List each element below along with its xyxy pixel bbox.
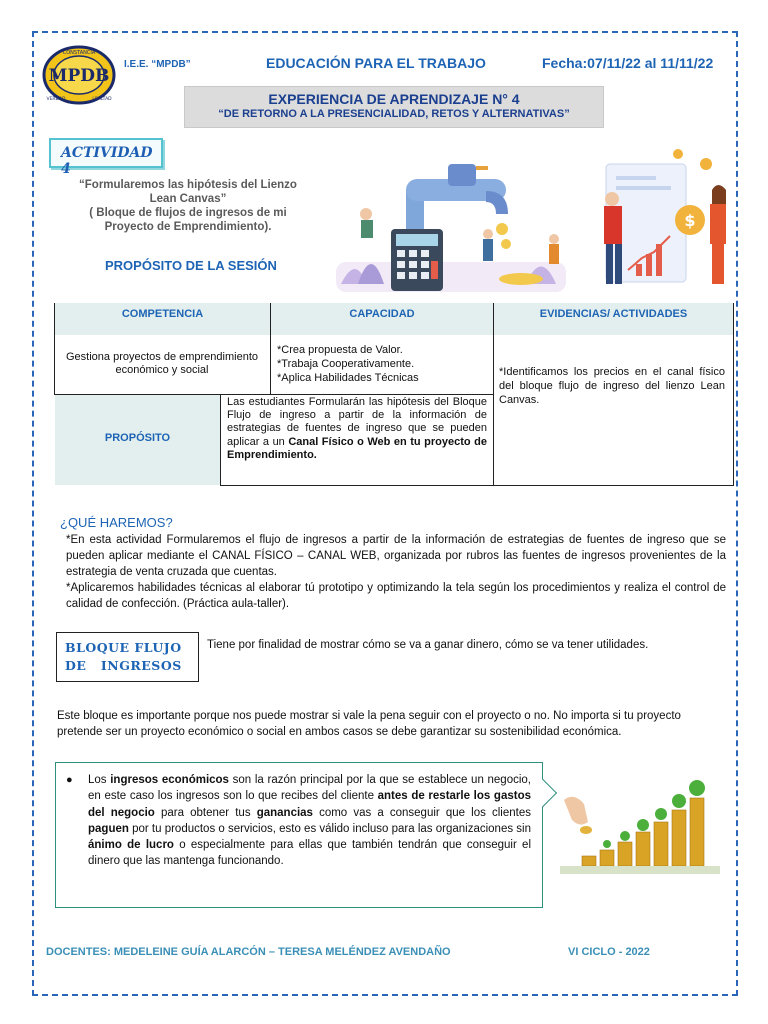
importance-paragraph: Este bloque es importante porque nos puede mostrar si vale la pena seguir con el proyecto o no. No importa si tu proyecto pretende ser un proyecto económico o social en ambos casos se debe garantizar su sostenibilidad económica. (57, 710, 681, 738)
que-haremos-paragraph: *Aplicaremos habilidades técnicas al elaborar tú prototipo y optimizando la tela según los procedimientos y realiza el control de calidad de confección. (Práctica aula-taller). (66, 582, 726, 610)
que-haremos-body (66, 532, 726, 612)
table-header-evidencias: EVIDENCIAS/ ACTIVIDADES (494, 303, 733, 335)
logo-monogram: MPDB (48, 66, 110, 86)
experience-title: EXPERIENCIA DE APRENDIZAJE N° 4 (268, 91, 520, 107)
footer-teachers: DOCENTES: MEDELEINE GUÍA ALARCÓN – TERESA MELÉNDEZ AVENDAÑO (46, 946, 451, 958)
evidencias-cell: *Identificamos los precios en el canal físico del bloque flujo de ingreso del lienzo Lean Canvas. (499, 366, 725, 406)
table-border (733, 303, 734, 486)
capacidad-item: *Trabaja Cooperativamente. (277, 358, 415, 370)
text-run: como vas a conseguir que los clientes (312, 806, 531, 819)
bold-run: ingresos económicos (110, 774, 229, 786)
text-run: son la razón principal por la que se establece un negocio, en este caso los ingresos son lo que recibes del cliente (88, 774, 531, 803)
capacidad-cell (277, 343, 489, 385)
activity-line: Proyecto de Emprendimiento). (104, 221, 272, 233)
table-border (220, 485, 734, 486)
bloque-flujo-box (56, 632, 199, 682)
experience-banner (184, 86, 604, 128)
bold-run: paguen (88, 822, 129, 835)
capacidad-item: *Aplica Habilidades Técnicas (277, 372, 419, 384)
logo-ring-top: CONSTANCIA (62, 50, 96, 56)
activity-line: “Formularemos las hipótesis del Lienzo (79, 179, 297, 191)
bloque-title-line: BLOQUE FLUJO (65, 640, 182, 655)
proposito-label: PROPÓSITO (55, 395, 220, 485)
table-header-competencia: COMPETENCIA (55, 303, 270, 335)
bloque-title-line: DE INGRESOS (65, 658, 182, 673)
session-purpose-heading: PROPÓSITO DE LA SESIÓN (105, 258, 277, 273)
proposito-text (227, 396, 487, 462)
que-haremos-heading: ¿QUÉ HAREMOS? (60, 515, 173, 530)
growing-coins-image (560, 770, 720, 880)
bold-run: ánimo de lucro (88, 839, 174, 852)
income-flow-illustration (336, 144, 734, 304)
logo-ring-left: VERDAD (46, 97, 66, 102)
table-border (220, 394, 221, 486)
table-border (54, 303, 55, 394)
subject-title: EDUCACIÓN PARA EL TRABAJO (266, 55, 486, 71)
school-name: I.E.E. “MPDB” (124, 59, 191, 70)
activity-line: ( Bloque de flujos de ingresos de mi (89, 207, 287, 219)
bold-run: antes de restarle los gastos del negocio (88, 790, 531, 819)
proposito-text-plain: Las estudiantes Formularán las hipótesis del Bloque Flujo de ingreso a partir de la información de estrategias de fuentes de ingreso que se pueden aplicar a un (227, 396, 487, 448)
competencia-cell: Gestiona proyectos de emprendimiento económico y social (66, 351, 258, 376)
text-run: por tu productos o servicios, esto es válido incluso para las organizaciones sin (128, 822, 531, 835)
logo-ring-right: LEALTAD (92, 97, 112, 102)
text-run: o especialmente para ellas que también tendrán que conseguir el dinero que las mantenga funcionando. (88, 839, 531, 868)
experience-subtitle: “DE RETORNO A LA PRESENCIALIDAD, RETOS Y ALTERNATIVAS” (218, 108, 570, 120)
proposito-text-bold: Canal Físico o Web en tu proyecto de Emprendimiento. (227, 435, 487, 461)
footer-cycle: VI CICLO - 2022 (568, 946, 650, 958)
capacidad-item: *Crea propuesta de Valor. (277, 344, 403, 356)
table-border (270, 303, 271, 394)
income-callout-text (88, 772, 531, 870)
activity-description (58, 178, 318, 234)
bullet-icon: ● (66, 774, 73, 786)
text-run: Los (88, 774, 111, 786)
school-logo (42, 45, 116, 105)
date-range: Fecha:07/11/22 al 11/11/22 (542, 55, 714, 71)
activity-line: Lean Canvas” (149, 193, 227, 205)
svg-text:$: $ (684, 211, 696, 230)
text-run: para obtener tus (154, 806, 257, 819)
bold-run: ganancias (256, 806, 313, 819)
table-header-capacidad: CAPACIDAD (271, 303, 493, 335)
activity-badge: ACTIVIDAD 4 (49, 138, 163, 168)
bloque-description: Tiene por finalidad de mostrar cómo se va a ganar dinero, cómo se va tener utilidades. (207, 639, 649, 651)
que-haremos-paragraph: *En esta actividad Formularemos el flujo de ingresos a partir de la información de estrategias de fuentes de ingreso que se pueden aplicar mediante el CANAL FÍSICO – CANAL WEB, organizada por rubros las fuentes de ingresos provenientes de la estrategia de venta cruzada que cuentas. (66, 534, 726, 578)
